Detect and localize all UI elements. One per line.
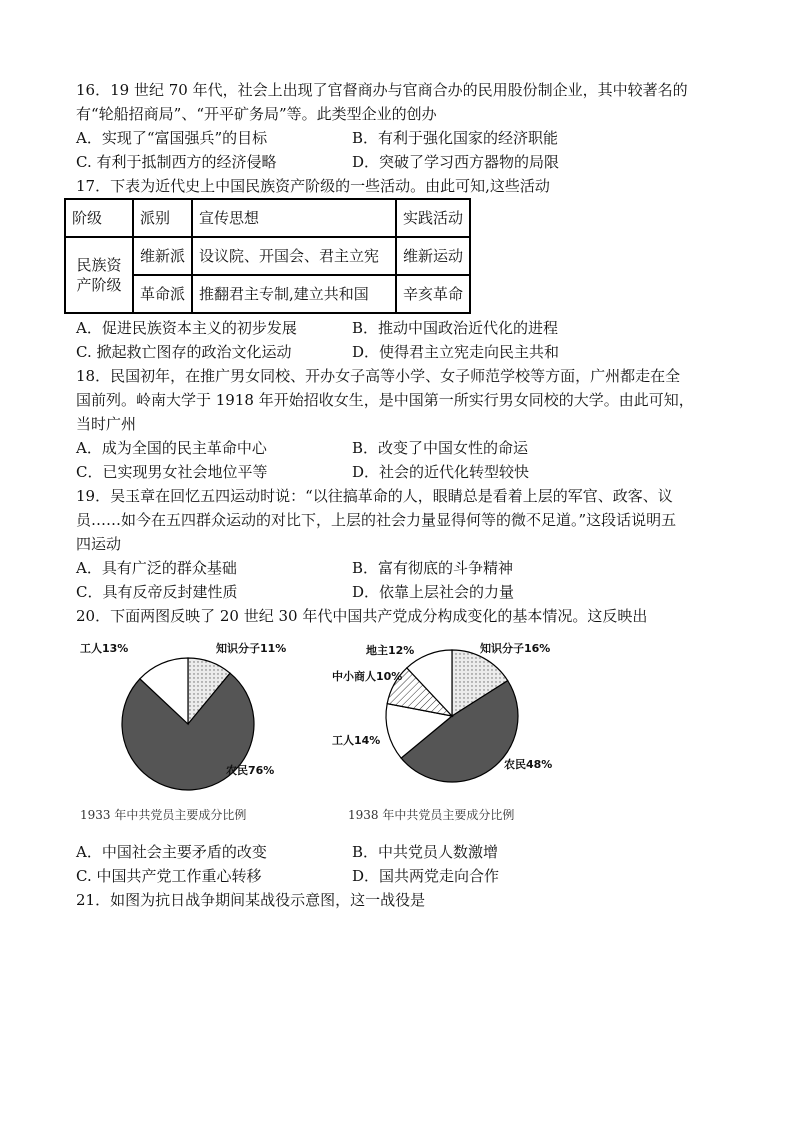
table-row	[65, 237, 470, 275]
pie-chart-1938-svg	[330, 636, 570, 804]
q17-option-c: C. 掀起救亡图存的政治文化运动	[76, 343, 292, 361]
q19-stem-line3: 四运动	[76, 535, 122, 553]
q18-stem-line1: 18．民国初年，在推广男女同校、开办女子高等小学、女子师范学校等方面，广州都走在全	[76, 367, 681, 385]
pie-slice-label: 地主12%	[366, 644, 415, 657]
table-cell: 设议院、开国会、君主立宪	[192, 237, 396, 275]
pie-slice-label: 农民76%	[226, 764, 275, 777]
q18-option-b: B．改变了中国女性的命运	[352, 439, 529, 457]
pie-chart-1933	[76, 636, 316, 808]
table-cell: 革命派	[133, 275, 192, 313]
q17-option-d: D．使得君主立宪走向民主共和	[352, 343, 560, 361]
q16-option-b: B．有利于强化国家的经济职能	[352, 129, 559, 147]
table-cell: 辛亥革命	[396, 275, 470, 313]
pie-slice-label: 工人13%	[80, 642, 129, 655]
table-cell: 推翻君主专制,建立共和国	[192, 275, 396, 313]
table-cell: 维新派	[133, 237, 192, 275]
table-cell: 维新运动	[396, 237, 470, 275]
pie-chart-1938	[330, 636, 570, 808]
q20-option-c: C. 中国共产党工作重心转移	[76, 867, 262, 885]
q17-option-b: B．推动中国政治近代化的进程	[352, 319, 559, 337]
q19-stem-line1: 19．吴玉章在回忆五四运动时说：“以往搞革命的人，眼睛总是看着上层的军官、政客、议	[76, 487, 673, 505]
q17-option-a: A．促进民族资本主义的初步发展	[76, 319, 297, 337]
table-header-cell: 实践活动	[396, 199, 470, 237]
table-class-cell: 民族资产阶级	[65, 237, 133, 313]
pie-chart-1938-caption: 1938 年中共党员主要成分比例	[348, 808, 515, 822]
q16-option-c: C. 有利于抵制西方的经济侵略	[76, 153, 277, 171]
pie-slice-label: 农民48%	[504, 758, 553, 771]
pie-chart-1933-svg	[76, 636, 316, 804]
pie-slice-label: 知识分子11%	[216, 642, 287, 655]
pie-slice-label: 知识分子16%	[480, 642, 551, 655]
q20-option-d: D．国共两党走向合作	[352, 867, 500, 885]
q18-stem-line2: 国前列。岭南大学于 1918 年开始招收女生，是中国第一所实行男女同校的大学。由此可知，	[76, 391, 694, 409]
q19-stem-line2: 员……如今在五四群众运动的对比下，上层的社会力量显得何等的微不足道。”这段话说明五	[76, 511, 677, 529]
q20-stem-line1: 20．下面两图反映了 20 世纪 30 年代中国共产党成分构成变化的基本情况。这反映出	[76, 607, 648, 625]
q16-option-d: D．突破了学习西方器物的局限	[352, 153, 560, 171]
q16-stem-line2: 有“轮船招商局”、“开平矿务局”等。此类型企业的创办	[76, 105, 437, 123]
q19-option-b: B．富有彻底的斗争精神	[352, 559, 514, 577]
table-header-row	[65, 199, 470, 237]
q17-table	[64, 198, 471, 314]
q18-option-c: C．已实现男女社会地位平等	[76, 463, 268, 481]
table-header-cell: 宣传思想	[192, 199, 396, 237]
q20-option-a: A．中国社会主要矛盾的改变	[76, 843, 267, 861]
pie-chart-1933-caption: 1933 年中共党员主要成分比例	[80, 808, 247, 822]
q19-option-a: A．具有广泛的群众基础	[76, 559, 237, 577]
table-header-cell: 阶级	[65, 199, 133, 237]
table-header-cell: 派别	[133, 199, 192, 237]
pie-slice-label: 中小商人10%	[332, 670, 403, 683]
pie-slice-label: 工人14%	[332, 734, 381, 747]
q16-stem-line1: 16．19 世纪 70 年代，社会上出现了官督商办与官商合办的民用股份制企业，其中较著名的	[76, 81, 688, 99]
q19-option-d: D．依靠上层社会的力量	[352, 583, 515, 601]
q20-option-b: B．中共党员人数激增	[352, 843, 499, 861]
q17-stem-line1: 17．下表为近代史上中国民族资产阶级的一些活动。由此可知,这些活动	[76, 177, 550, 195]
q18-option-d: D．社会的近代化转型较快	[352, 463, 530, 481]
q16-option-a: A．实现了“富国强兵”的目标	[76, 129, 268, 147]
q19-option-c: C．具有反帝反封建性质	[76, 583, 238, 601]
q21-stem-line1: 21．如图为抗日战争期间某战役示意图，这一战役是	[76, 891, 426, 909]
q18-option-a: A．成为全国的民主革命中心	[76, 439, 267, 457]
q18-stem-line3: 当时广州	[76, 415, 137, 433]
